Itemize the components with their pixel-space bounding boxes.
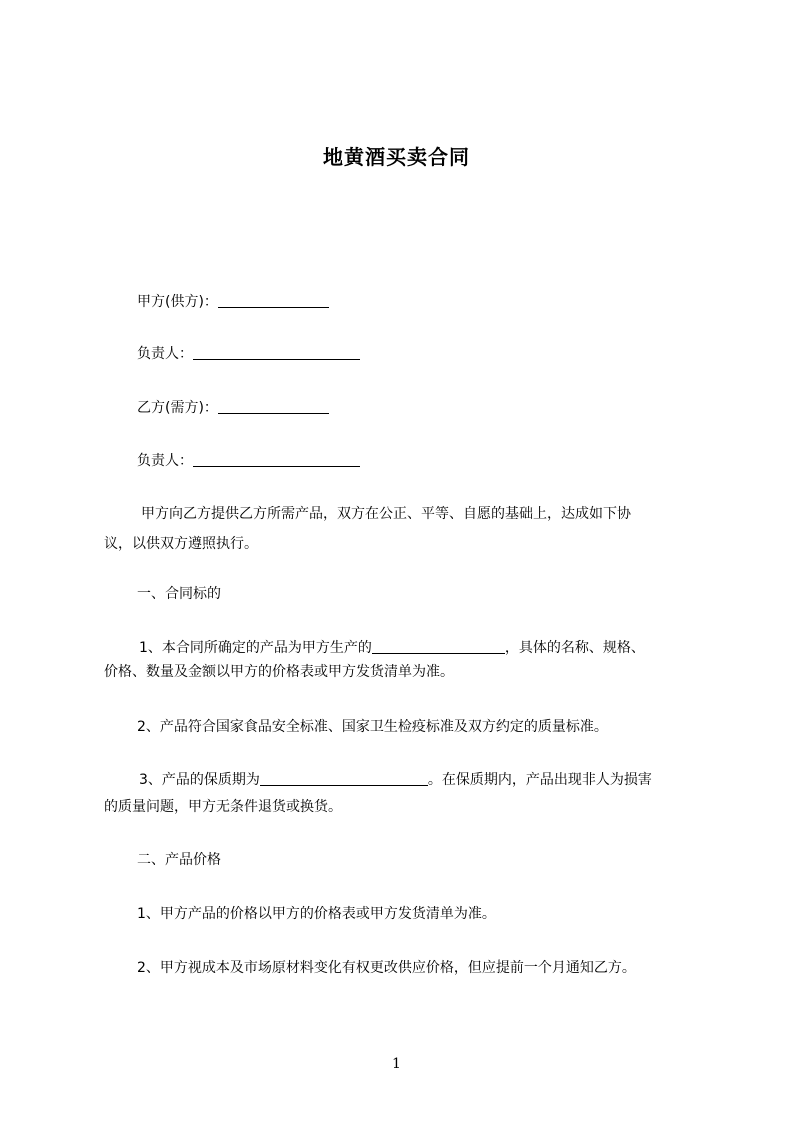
s1-item1-suffix: ，具体的名称、规格、 xyxy=(504,640,645,656)
s1-item3-blank xyxy=(260,771,428,786)
party-a-person-line xyxy=(137,344,360,364)
s1-item3-prefix: 3、产品的保质期为 xyxy=(139,772,260,788)
section-2-heading: 二、产品价格 xyxy=(137,852,221,868)
intro-line-1: 甲方向乙方提供乙方所需产品，双方在公正、平等、自愿的基础上，达成如下协 xyxy=(141,506,631,522)
party-a-label: 甲方(供方)： xyxy=(137,294,218,310)
party-a-person-blank xyxy=(193,345,360,360)
s1-item3-suffix: 。在保质期内，产品出现非人为损害 xyxy=(427,772,652,788)
party-a-person-label: 负责人： xyxy=(137,346,193,362)
party-b-person-label: 负责人： xyxy=(137,453,193,469)
section-2-item-2: 2、甲方视成本及市场原材料变化有权更改供应价格，但应提前一个月通知乙方。 xyxy=(137,960,636,976)
party-a-blank xyxy=(218,293,329,308)
contract-title: 地黄酒买卖合同 xyxy=(323,145,470,169)
party-b-person-blank xyxy=(193,452,360,467)
s1-item1-blank xyxy=(372,639,505,654)
section-1-item-2: 2、产品符合国家食品安全标准、国家卫生检疫标准及双方约定的质量标准。 xyxy=(137,719,608,735)
section-1-heading: 一、合同标的 xyxy=(137,586,221,602)
section-1-item-1-line-2: 价格、数量及金额以甲方的价格表或甲方发货清单为准。 xyxy=(104,664,454,680)
party-b-label: 乙方(需方)： xyxy=(137,400,218,416)
party-b-blank xyxy=(218,399,329,414)
section-1-item-1 xyxy=(139,638,645,658)
party-a-line xyxy=(137,292,329,312)
party-b-person-line xyxy=(137,451,360,471)
page-number: 1 xyxy=(392,1056,401,1072)
party-b-line xyxy=(137,398,329,418)
section-1-item-3-line-2: 的质量问题，甲方无条件退货或换货。 xyxy=(104,799,342,815)
intro-line-2: 议，以供双方遵照执行。 xyxy=(104,536,258,552)
section-1-item-3 xyxy=(139,770,652,790)
section-2-item-1: 1、甲方产品的价格以甲方的价格表或甲方发货清单为准。 xyxy=(137,906,496,922)
s1-item1-prefix: 1、本合同所确定的产品为甲方生产的 xyxy=(139,640,372,656)
